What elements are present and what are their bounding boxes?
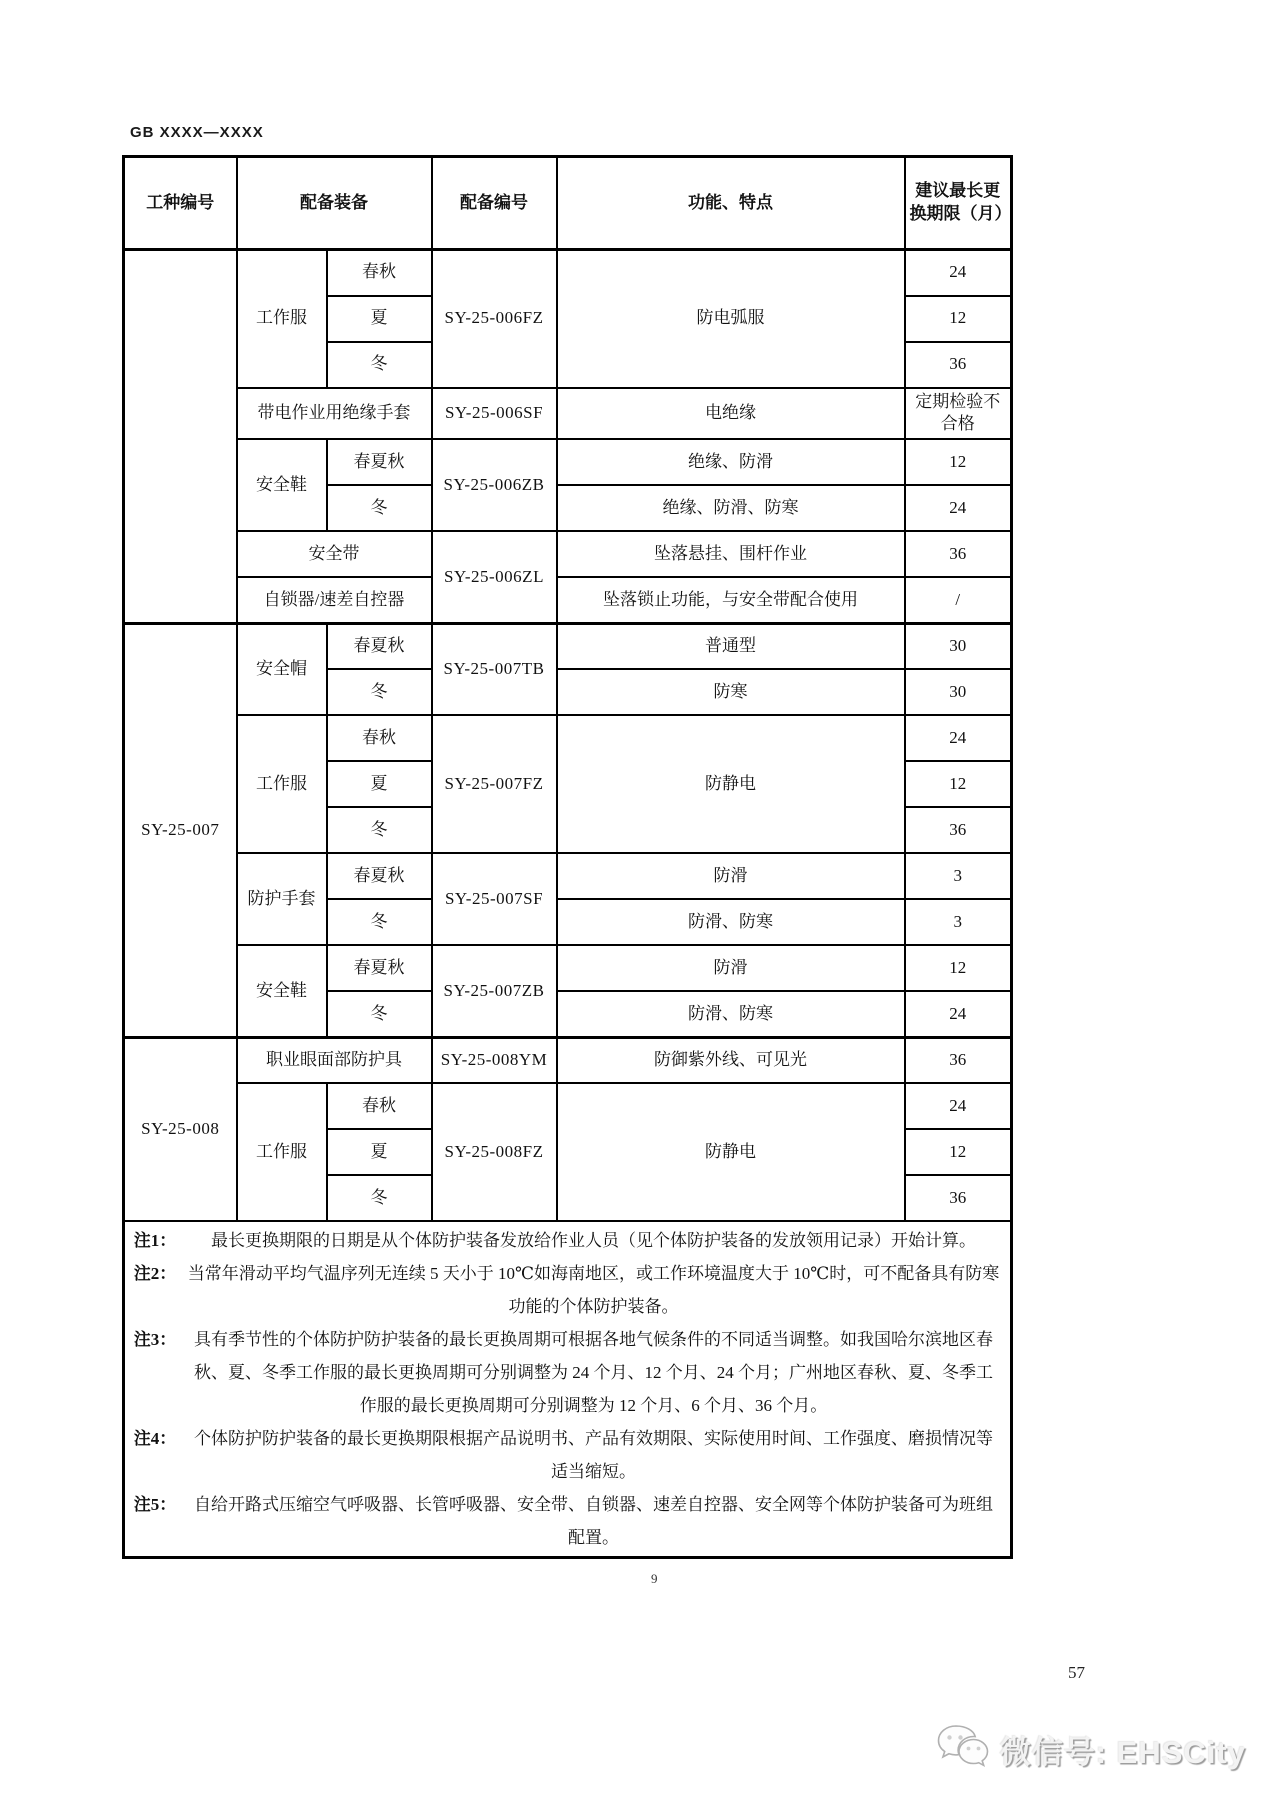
cell-function: 防寒 — [557, 669, 905, 715]
notes-cell — [124, 1221, 1012, 1558]
cell-function: 坠落锁止功能，与安全带配合使用 — [557, 577, 905, 623]
note-label: 注3： — [133, 1330, 177, 1350]
cell-replacement-period: 36 — [905, 807, 1012, 853]
cell-season: 春秋 — [327, 715, 432, 761]
cell-equipment-name: 防护手套 — [237, 853, 327, 945]
cell-equipment-code: SY-25-008YM — [432, 1037, 557, 1083]
note-line: 当常年滑动平均气温序列无连续 5 天小于 10℃如海南地区，或工作环境温度大于 10℃时，可不配备具有防寒 — [187, 1264, 1000, 1284]
cell-season: 夏 — [327, 761, 432, 807]
cell-equipment-code: SY-25-007TB — [432, 623, 557, 715]
cell-replacement-period: 36 — [905, 1175, 1012, 1221]
note-line: 个体防护防护装备的最长更换期限根据产品说明书、产品有效期限、实际使用时间、工作强度、磨损情况等 — [194, 1429, 993, 1449]
cell-function: 电绝缘 — [557, 388, 905, 440]
note-text — [181, 1422, 1006, 1488]
page-number: 57 — [1068, 1663, 1085, 1682]
cell-replacement-period: 12 — [905, 1129, 1012, 1175]
note-line: 最长更换期限的日期是从个体防护装备发放给作业人员（见个体防护装备的发放领用记录）开始计算。 — [211, 1231, 976, 1251]
wechat-icon — [934, 1722, 990, 1777]
cell-season: 冬 — [327, 485, 432, 531]
cell-equipment-code: SY-25-007ZB — [432, 945, 557, 1037]
watermark — [934, 1722, 1246, 1777]
cell-replacement-period: 3 — [905, 853, 1012, 899]
cell-equipment-name: 工作服 — [237, 1083, 327, 1221]
cell-function: 防静电 — [557, 1083, 905, 1221]
cell-equipment-code: SY-25-007SF — [432, 853, 557, 945]
table-row — [124, 577, 1012, 623]
note-label: 注1： — [133, 1231, 177, 1251]
cell-replacement-period: 30 — [905, 623, 1012, 669]
note-line: 自给开路式压缩空气呼吸器、长管呼吸器、安全带、自锁器、速差自控器、安全网等个体防护装备可为班组 — [194, 1495, 993, 1515]
cell-function: 防滑 — [557, 945, 905, 991]
note-line: 作服的最长更换周期可分别调整为 12 个月、6 个月、36 个月。 — [359, 1396, 828, 1416]
note-line: 适当缩短。 — [551, 1462, 636, 1482]
table-row — [124, 439, 1012, 485]
note-line: 功能的个体防护装备。 — [508, 1297, 679, 1317]
cell-equipment-code: SY-25-008FZ — [432, 1083, 557, 1221]
table-row — [124, 623, 1012, 669]
cell-function: 防御紫外线、可见光 — [557, 1037, 905, 1083]
cell-equipment-name: 安全鞋 — [237, 945, 327, 1037]
cell-worktype-code — [124, 250, 237, 624]
note-line: 配置。 — [568, 1528, 619, 1548]
table-row — [124, 250, 1012, 296]
cell-season: 夏 — [327, 296, 432, 342]
note-text — [181, 1488, 1006, 1554]
cell-equipment-name: 安全鞋 — [237, 439, 327, 531]
cell-season: 冬 — [327, 991, 432, 1037]
note — [129, 1323, 1006, 1422]
column-header: 配备装备 — [237, 157, 432, 250]
cell-equipment-code: SY-25-006ZB — [432, 439, 557, 531]
note-text — [181, 1323, 1006, 1422]
cell-equipment-name: 自锁器/速差自控器 — [237, 577, 432, 623]
cell-worktype-code: SY-25-008 — [124, 1037, 237, 1221]
cell-season: 冬 — [327, 807, 432, 853]
table-body — [124, 250, 1012, 1558]
note — [129, 1422, 1006, 1488]
scan-artifact: 9 — [648, 1572, 661, 1586]
cell-replacement-period: 定期检验不合格 — [905, 388, 1012, 440]
cell-replacement-period: 36 — [905, 1037, 1012, 1083]
cell-function: 防滑 — [557, 853, 905, 899]
cell-season: 冬 — [327, 899, 432, 945]
table-header — [124, 157, 1012, 250]
cell-equipment-name: 带电作业用绝缘手套 — [237, 388, 432, 440]
note-label: 注2： — [133, 1264, 177, 1284]
cell-replacement-period: 24 — [905, 715, 1012, 761]
notes-row — [124, 1221, 1012, 1558]
cell-equipment-code: SY-25-006ZL — [432, 531, 557, 623]
cell-replacement-period: 30 — [905, 669, 1012, 715]
note-text — [181, 1224, 1006, 1257]
table-row — [124, 853, 1012, 899]
column-header: 配备编号 — [432, 157, 557, 250]
cell-equipment-code: SY-25-006FZ — [432, 250, 557, 388]
cell-replacement-period: 12 — [905, 761, 1012, 807]
note-label: 注4： — [133, 1429, 177, 1449]
cell-equipment-name: 安全帽 — [237, 623, 327, 715]
cell-replacement-period: 24 — [905, 1083, 1012, 1129]
cell-season: 春夏秋 — [327, 623, 432, 669]
table-row — [124, 388, 1012, 440]
cell-season: 春秋 — [327, 1083, 432, 1129]
cell-season: 春夏秋 — [327, 945, 432, 991]
table-row — [124, 1037, 1012, 1083]
cell-season: 春夏秋 — [327, 439, 432, 485]
cell-function: 防电弧服 — [557, 250, 905, 388]
note-label: 注5： — [133, 1495, 177, 1515]
note-text — [181, 1257, 1006, 1323]
cell-function: 防滑、防寒 — [557, 991, 905, 1037]
cell-function: 坠落悬挂、围杆作业 — [557, 531, 905, 577]
cell-replacement-period: 24 — [905, 250, 1012, 296]
note-line: 秋、夏、冬季工作服的最长更换周期可分别调整为 24 个月、12 个月、24 个月；广州地区春秋、夏、冬季工 — [194, 1363, 993, 1383]
cell-replacement-period: 12 — [905, 296, 1012, 342]
cell-season: 春夏秋 — [327, 853, 432, 899]
note — [129, 1224, 1006, 1257]
cell-function: 绝缘、防滑 — [557, 439, 905, 485]
cell-replacement-period: 36 — [905, 342, 1012, 388]
table-row — [124, 531, 1012, 577]
cell-season: 夏 — [327, 1129, 432, 1175]
cell-function: 防静电 — [557, 715, 905, 853]
cell-season: 冬 — [327, 669, 432, 715]
cell-replacement-period: 24 — [905, 991, 1012, 1037]
cell-replacement-period: 24 — [905, 485, 1012, 531]
cell-equipment-name: 安全带 — [237, 531, 432, 577]
header-row — [124, 157, 1012, 250]
table-row — [124, 1083, 1012, 1129]
cell-worktype-code: SY-25-007 — [124, 623, 237, 1037]
cell-replacement-period: 12 — [905, 439, 1012, 485]
column-header: 功能、特点 — [557, 157, 905, 250]
cell-season: 冬 — [327, 342, 432, 388]
cell-function: 防滑、防寒 — [557, 899, 905, 945]
cell-equipment-code: SY-25-007FZ — [432, 715, 557, 853]
column-header: 建议最长更换期限（月） — [905, 157, 1012, 250]
cell-equipment-name: 职业眼面部防护具 — [237, 1037, 432, 1083]
table-row — [124, 715, 1012, 761]
note-line: 具有季节性的个体防护防护装备的最长更换周期可根据各地气候条件的不同适当调整。如我国哈尔滨地区春 — [194, 1330, 993, 1350]
cell-equipment-name: 工作服 — [237, 250, 327, 388]
cell-season: 春秋 — [327, 250, 432, 296]
standard-table — [122, 155, 1013, 1559]
note — [129, 1488, 1006, 1554]
doc-code: GB XXXX—XXXX — [130, 124, 264, 141]
cell-equipment-code: SY-25-006SF — [432, 388, 557, 440]
cell-replacement-period: 3 — [905, 899, 1012, 945]
cell-season: 冬 — [327, 1175, 432, 1221]
watermark-text: 微信号: EHSCity — [999, 1735, 1246, 1770]
cell-function: 绝缘、防滑、防寒 — [557, 485, 905, 531]
cell-replacement-period: / — [905, 577, 1012, 623]
column-header: 工种编号 — [124, 157, 237, 250]
cell-replacement-period: 12 — [905, 945, 1012, 991]
cell-function: 普通型 — [557, 623, 905, 669]
note — [129, 1257, 1006, 1323]
cell-replacement-period: 36 — [905, 531, 1012, 577]
table-row — [124, 945, 1012, 991]
cell-equipment-name: 工作服 — [237, 715, 327, 853]
